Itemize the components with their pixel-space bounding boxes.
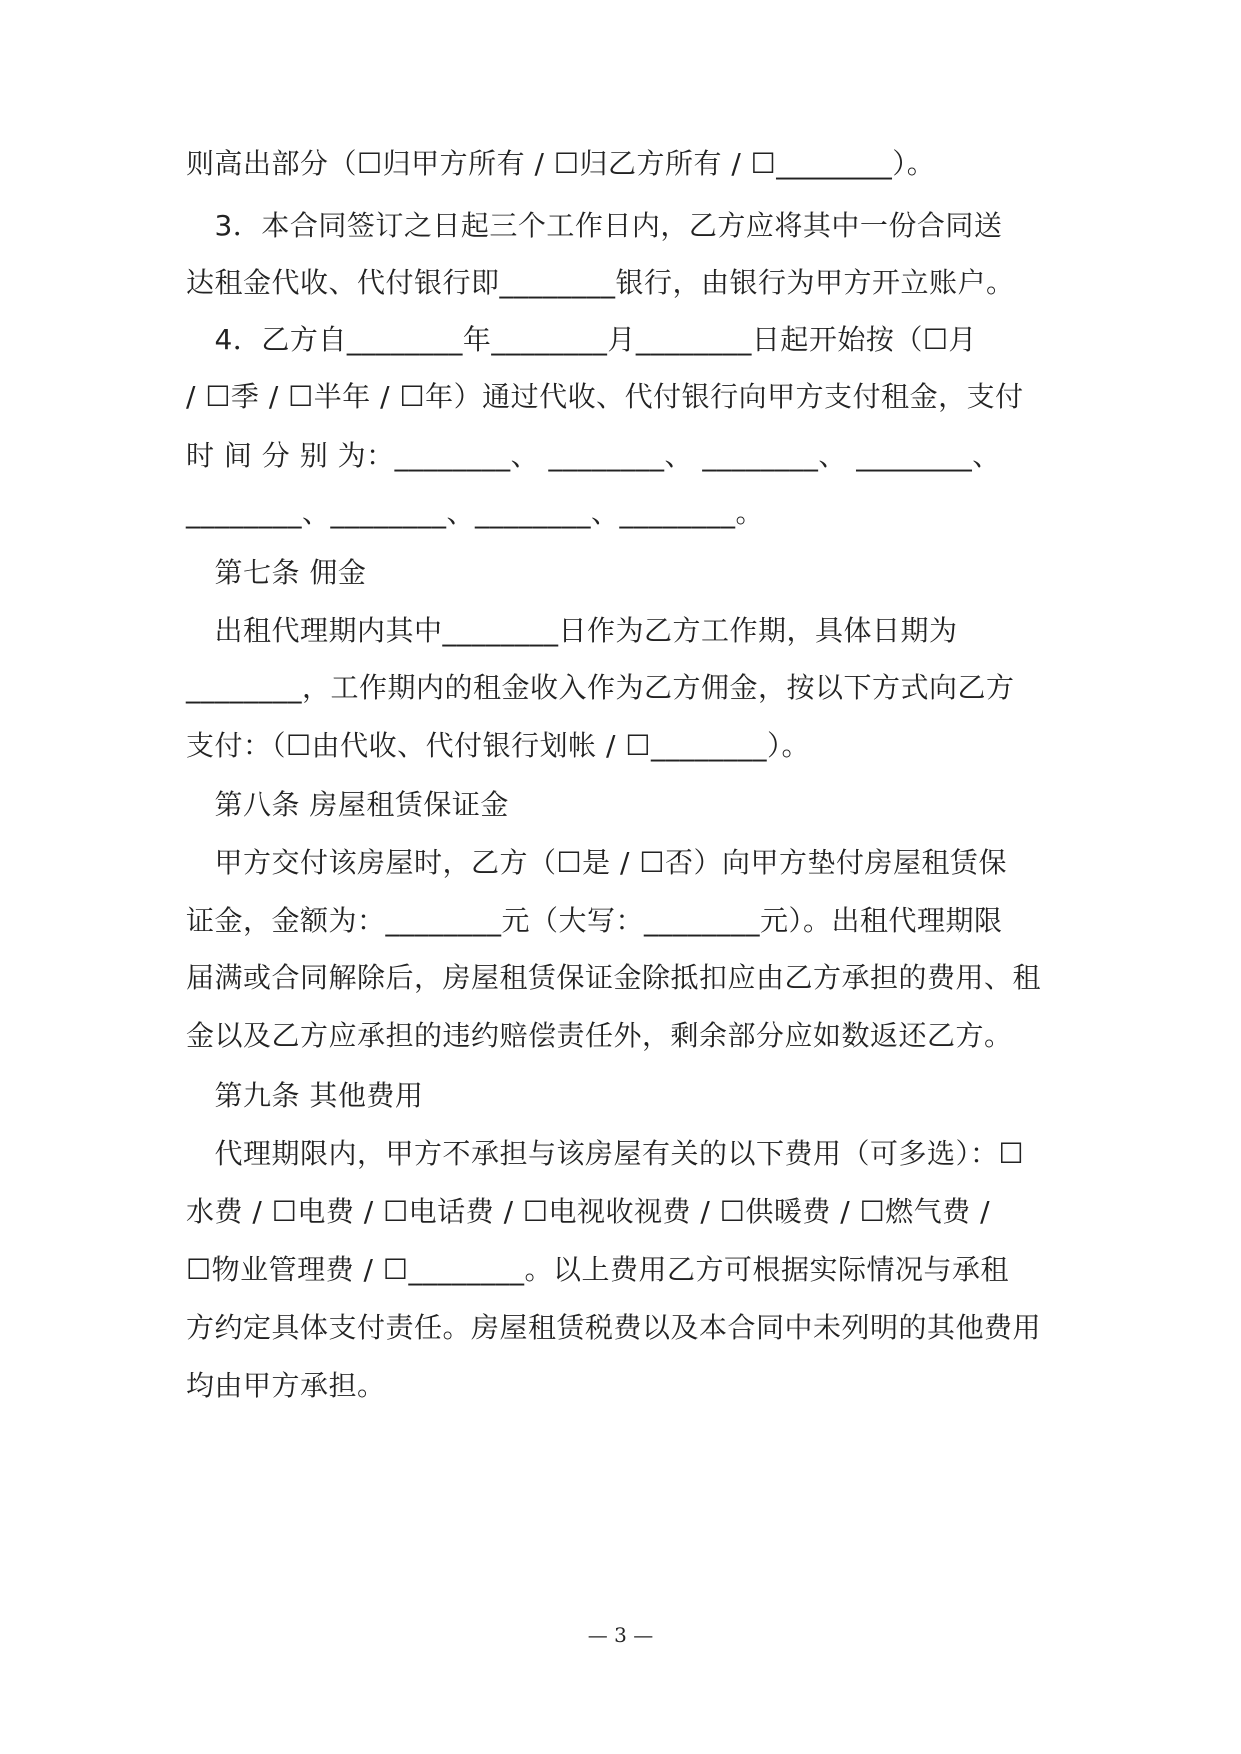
text-line: 则高出部分（☐归甲方所有 / ☐归乙方所有 / ☐________）。 [186, 147, 936, 180]
text-line: 届满或合同解除后，房屋租赁保证金除抵扣应由乙方承担的费用、租 [186, 961, 1042, 994]
text-line: 3．本合同签订之日起三个工作日内，乙方应将其中一份合同送 [186, 209, 1003, 242]
text-line: ________，工作期内的租金收入作为乙方佣金，按以下方式向乙方 [186, 671, 1015, 704]
text-line: 达租金代收、代付银行即________银行，由银行为甲方开立账户。 [186, 266, 1015, 299]
text-line: 水费 / ☐电费 / ☐电话费 / ☐电视收视费 / ☐供暖费 / ☐燃气费 / [186, 1195, 991, 1228]
section-heading: 第九条 其他费用 [186, 1079, 424, 1112]
section-heading: 第八条 房屋租赁保证金 [186, 788, 509, 821]
text-line: 金以及乙方应承担的违约赔偿责任外，剩余部分应如数返还乙方。 [186, 1019, 1013, 1052]
page-number: — 3 — [587, 1623, 654, 1647]
text-line: ☐物业管理费 / ☐________。以上费用乙方可根据实际情况与承租 [186, 1253, 1009, 1286]
text-line: / ☐季 / ☐半年 / ☐年）通过代收、代付银行向甲方支付租金，支付 [186, 380, 1024, 413]
text-line: 4．乙方自________年________月________日起开始按（☐月 [186, 323, 977, 356]
text-line: 出租代理期内其中________日作为乙方工作期，具体日期为 [186, 614, 958, 647]
text-line: 支付：（☐由代收、代付银行划帐 / ☐________）。 [186, 729, 810, 762]
text-line: 证金，金额为：________元（大写：________元）。出租代理期限 [186, 904, 1003, 937]
text-line: 时 间 分 别 为：________、 ________、 ________、 ________、 [186, 439, 1001, 472]
text-line: 甲方交付该房屋时，乙方（☐是 / ☐否）向甲方垫付房屋租赁保 [186, 846, 1007, 879]
text-line: 均由甲方承担。 [186, 1369, 386, 1402]
text-line: ________、________、________、________。 [186, 496, 765, 529]
text-line: 代理期限内，甲方不承担与该房屋有关的以下费用（可多选）：☐ [186, 1137, 1025, 1170]
text-line: 方约定具体支付责任。房屋租赁税费以及本合同中未列明的其他费用 [186, 1311, 1042, 1344]
section-heading: 第七条 佣金 [186, 556, 367, 589]
